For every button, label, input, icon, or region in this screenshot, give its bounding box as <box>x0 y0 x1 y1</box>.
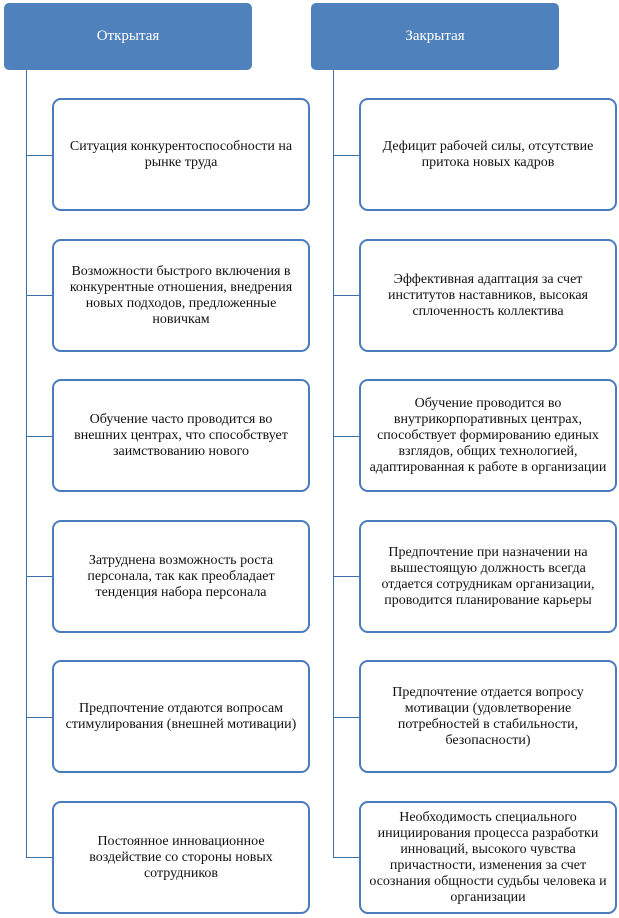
closed-branch-line <box>333 576 359 577</box>
closed-item-text: Необходимость специального инициирования процесса разработки инноваций, высокого чувства причастности, изменения за счет осознания общности судьбы человека и организации <box>369 809 607 905</box>
closed-column-header <box>311 3 559 70</box>
open-item-box <box>52 801 310 914</box>
closed-item-text: Обучение проводится во внутрикорпоративных центрах, способствует формированию единых взглядов, общих технологией, адаптированная к работе в организации <box>369 395 607 475</box>
open-branch-line <box>26 576 52 577</box>
closed-branch-line <box>333 155 359 156</box>
open-item-text: Ситуация конкурентоспособности на рынке труда <box>69 138 293 170</box>
open-branch-line <box>26 857 52 858</box>
open-item-text: Постоянное инновационное воздействие со стороны новых сотрудников <box>89 833 273 881</box>
open-item-text: Затруднена возможность роста персонала, так как преобладает тенденция набора персонала <box>87 552 275 600</box>
open-column-title: Открытая <box>96 28 160 44</box>
open-item-box <box>52 520 310 633</box>
open-item-text: Возможности быстрого включения в конкурентные отношения, внедрения новых подходов, предложенные новичкам <box>69 263 293 327</box>
open-column-header <box>4 3 252 70</box>
closed-item-box <box>359 98 617 211</box>
closed-item-box <box>359 520 617 633</box>
closed-item-text: Предпочтение при назначении на вышестоящую должность всегда отдается сотрудникам организации, проводится планирование карьеры <box>381 544 595 608</box>
open-branch-line <box>26 155 52 156</box>
closed-item-box <box>359 801 617 914</box>
closed-branch-line <box>333 436 359 437</box>
closed-trunk-line <box>333 70 334 858</box>
closed-branch-line <box>333 717 359 718</box>
open-item-box <box>52 239 310 352</box>
open-item-text: Обучение часто проводится во внешних центрах, что способствует заимствованию нового <box>74 411 288 459</box>
open-branch-line <box>26 436 52 437</box>
open-item-box <box>52 660 310 773</box>
open-branch-line <box>26 295 52 296</box>
closed-item-text: Дефицит рабочей силы, отсутствие притока новых кадров <box>382 138 594 170</box>
closed-item-box <box>359 379 617 492</box>
closed-item-text: Эффективная адаптация за счет институтов наставников, высокая сплоченность коллектива <box>388 271 588 319</box>
closed-branch-line <box>333 857 359 858</box>
open-item-box <box>52 379 310 492</box>
open-item-box <box>52 98 310 211</box>
closed-item-box <box>359 239 617 352</box>
closed-item-text: Предпочтение отдается вопросу мотивации (удовлетворение потребностей в стабильности, безопасности) <box>392 684 584 748</box>
closed-branch-line <box>333 295 359 296</box>
closed-item-box <box>359 660 617 773</box>
open-trunk-line <box>26 70 27 858</box>
open-item-text: Предпочтение отдаются вопросам стимулирования (внешней мотивации) <box>65 700 297 732</box>
open-branch-line <box>26 717 52 718</box>
closed-column-title: Закрытая <box>405 28 465 44</box>
